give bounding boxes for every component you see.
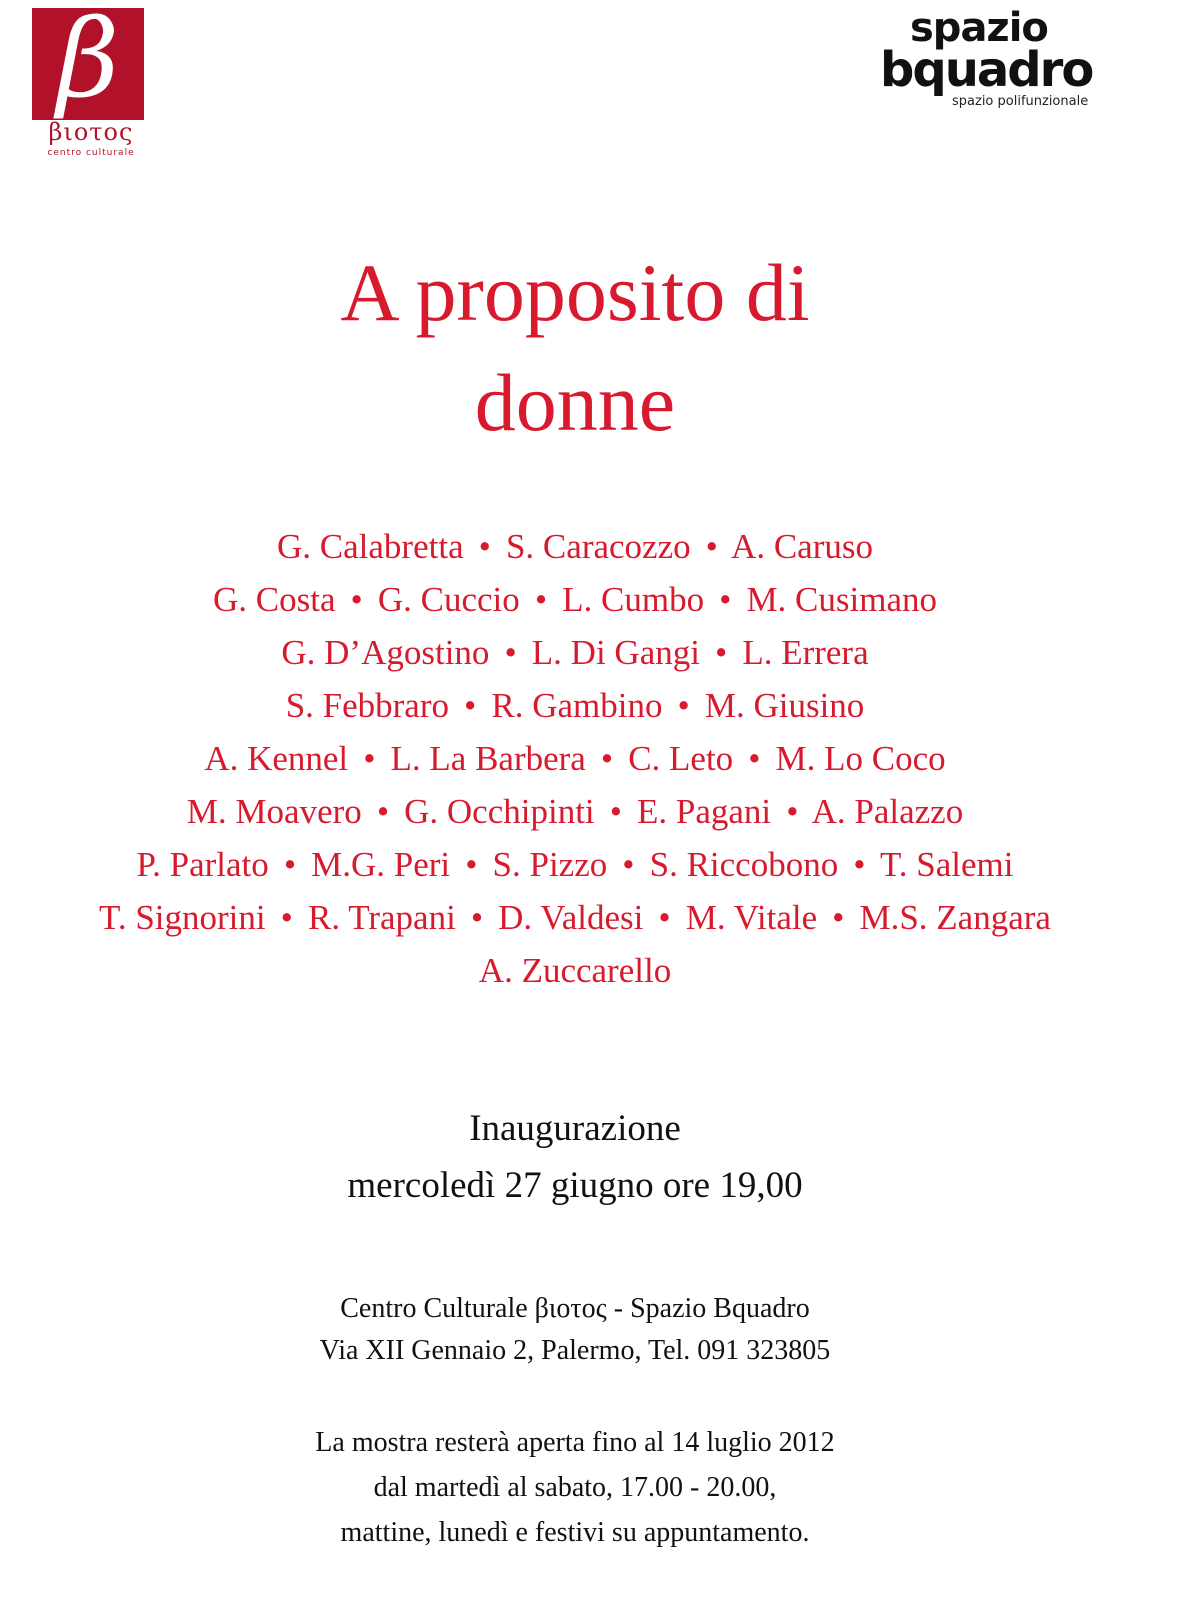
bullet-separator: •	[600, 739, 614, 778]
bullet-separator: •	[677, 686, 690, 725]
artist-row	[0, 679, 1150, 732]
artist-row	[0, 732, 1150, 785]
artist-name: M. Lo Coco	[775, 739, 946, 778]
bullet-separator: •	[748, 739, 761, 778]
bquadro-logo	[880, 6, 1130, 116]
artist-name: L. Cumbo	[562, 580, 705, 619]
bullet-separator: •	[280, 898, 293, 937]
exhibition-title	[0, 238, 1150, 458]
bullet-separator: •	[832, 898, 845, 937]
opening-label: Inaugurazione	[469, 1108, 681, 1149]
artist-row	[0, 838, 1150, 891]
artist-name: M.S. Zangara	[859, 898, 1051, 937]
title-line-2: donne	[474, 357, 676, 448]
artist-row	[0, 573, 1150, 626]
title-line-1: A proposito di	[340, 247, 810, 338]
bullet-separator: •	[658, 898, 671, 937]
opening-info	[0, 1100, 1150, 1214]
artist-row	[0, 891, 1150, 944]
artist-name: G. Cuccio	[377, 580, 520, 619]
artist-name: S. Pizzo	[492, 845, 608, 884]
artist-name: A. Kennel	[204, 739, 349, 778]
artist-name: S. Riccobono	[649, 845, 839, 884]
artist-list	[0, 520, 1150, 997]
biotos-logo	[32, 0, 152, 158]
biotos-logo-subtitle: centro culturale	[47, 148, 135, 158]
artist-name: A. Palazzo	[811, 792, 964, 831]
bullet-separator: •	[853, 845, 866, 884]
artist-name: A. Zuccarello	[478, 951, 672, 990]
bullet-separator: •	[478, 527, 491, 566]
biotos-logo-box	[32, 0, 144, 122]
artist-name: L. Di Gangi	[531, 633, 700, 672]
bullet-separator: •	[350, 580, 363, 619]
hours-line-3: mattine, lunedì e festivi su appuntamento.	[340, 1517, 810, 1548]
bullet-separator: •	[719, 580, 732, 619]
artist-name: S. Febbraro	[285, 686, 449, 725]
bullet-separator: •	[705, 527, 718, 566]
bullet-separator: •	[363, 739, 376, 778]
artist-name: R. Gambino	[491, 686, 663, 725]
bullet-separator: •	[465, 845, 478, 884]
bquadro-logo-line2: bquadro	[880, 42, 1093, 98]
artist-row	[0, 626, 1150, 679]
hours-line-1: La mostra resterà aperta fino al 14 luglio 2012	[315, 1427, 835, 1458]
artist-name: L. La Barbera	[390, 739, 586, 778]
bquadro-logo-tagline: spazio polifunzionale	[952, 94, 1089, 109]
bullet-separator: •	[376, 792, 390, 831]
bullet-separator: •	[786, 792, 799, 831]
opening-hours	[0, 1420, 1150, 1555]
bullet-separator: •	[609, 792, 622, 831]
biotos-logo-word: βιοτος	[48, 118, 134, 146]
artist-name: M. Giusino	[704, 686, 865, 725]
artist-name: C. Leto	[628, 739, 734, 778]
artist-name: S. Caracozzo	[505, 527, 691, 566]
bullet-separator: •	[715, 633, 728, 672]
bullet-separator: •	[464, 686, 477, 725]
venue-name: Centro Culturale βιοτος - Spazio Bquadro	[340, 1293, 810, 1324]
bullet-separator: •	[470, 898, 484, 937]
artist-name: G. Calabretta	[277, 527, 464, 566]
artist-name: L. Errera	[742, 633, 869, 672]
opening-datetime: mercoledì 27 giugno ore 19,00	[347, 1165, 803, 1206]
hours-line-2: dal martedì al sabato, 17.00 - 20.00,	[373, 1472, 777, 1503]
venue-info	[0, 1288, 1150, 1372]
artist-name: M. Cusimano	[746, 580, 938, 619]
artist-row	[0, 520, 1150, 573]
bullet-separator: •	[622, 845, 635, 884]
bullet-separator: •	[504, 633, 517, 672]
venue-address: Via XII Gennaio 2, Palermo, Tel. 091 323805	[319, 1335, 831, 1366]
bullet-separator: •	[534, 580, 548, 619]
artist-name: G. Costa	[212, 580, 336, 619]
artist-row	[0, 944, 1150, 997]
artist-name: A. Caruso	[731, 527, 873, 566]
artist-name: G. D’Agostino	[281, 633, 490, 672]
artist-name: T. Salemi	[879, 845, 1014, 884]
artist-name: D. Valdesi	[498, 898, 644, 937]
artist-name: P. Parlato	[136, 845, 269, 884]
beta-mark: β	[56, 0, 120, 122]
bullet-separator: •	[283, 845, 297, 884]
bquadro-logo-line1: spazio	[910, 5, 1048, 51]
artist-row	[0, 785, 1150, 838]
artist-name: M. Vitale	[685, 898, 818, 937]
artist-name: R. Trapani	[307, 898, 456, 937]
artist-name: M. Moavero	[186, 792, 362, 831]
artist-name: T. Signorini	[99, 898, 266, 937]
artist-name: M.G. Peri	[311, 845, 451, 884]
artist-name: G. Occhipinti	[404, 792, 595, 831]
artist-name: E. Pagani	[637, 792, 772, 831]
